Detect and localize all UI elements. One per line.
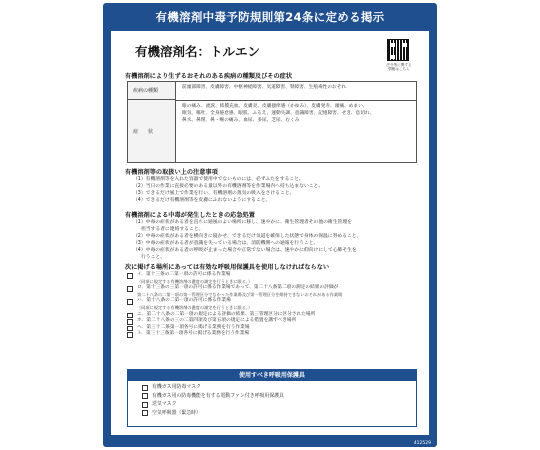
list-item: （4）できるだけ有機溶剤等を皮膚にふれないようにすること。 [133,198,271,203]
checklist-item: ト．第三十三条第一項各号に掲げる業務を行う作業場 [127,331,417,338]
solvent-name: 有機溶剤名：トルエン [135,44,261,59]
checklist-item: ヘ．第三十二条第一項各号に掲げる業務を行う作業場 [127,325,417,332]
respirator-heading: 使用すべき呼吸用保護具 [128,370,416,381]
checkbox[interactable] [142,410,148,416]
checklist-item: ロ．第十三条の三第一項の許可に係る作業場であって、第二十八条第二項の測定の結果の評価が 第二十八条の二第一項の第一管理区分でなかった作業場及び第一管理区分を維持できないおそれがある作業場 [127,285,417,298]
qr-caption: 法令等に関する 情報はこちら [386,63,412,72]
list-item: （3）中毒の症状がある者が意識を失っている場合は、消防機関への通報を行うこと。 [133,241,319,246]
notice-sign [103,3,437,447]
respirator-box [127,369,417,427]
checkbox[interactable] [142,385,148,391]
symptoms-label: 症 状 [128,100,176,162]
checklist-item: イ．第十三条の二第一項の許可に係る作業場 （同項に規定する有機溶剤の濃度の測定を行うときに限る。） [127,272,417,285]
places-checklist [127,272,417,338]
serial-number: 412529 [413,441,431,446]
list-item: （1）中毒の症状がある者を直ちに通風のよい場所に移し、速やかに、衛生管理者その他の衛生管理を [133,220,352,225]
diseases-table [127,81,417,163]
checkbox[interactable] [142,393,148,399]
handling-heading: 有機溶剤等の取扱い上の注意事項 [125,169,218,176]
checklist-item: ニ．第二十八条の二第一項の規定による評価の結果、第三管理区分に区分された場所 [127,312,417,319]
checklist-item: ホ．第二十八条の三の二第四項及び第五項の規定による措置を講ずべき場所 [127,318,417,325]
symptoms-value: 眼の痛み、流涙、結膜充血、皮膚炎、皮膚掻痒感（かゆみ）、皮膚発赤、頭痛、めまい、 眠気、嘔吐、全身倦怠感、眼肌、ふるえ、運動失調、意識障害、記憶障害、せき、息切れ、 鼻水、鼻閉、鼻・喉の痛み、血尿、多尿、乏尿、むくみ [182,104,375,123]
list-item: （3）できるだけ風上で作業を行い、有機溶剤の蒸気の吸入をさけること。 [133,191,295,196]
respirator-checklist [142,383,284,417]
checklist-item: 有機ガス用防毒マスク [142,383,284,392]
emergency-list [133,219,361,261]
list-item: （2）中毒の症状がある者を横向きに寝かせ、できるだけ気道を確保した状態で身体の保温に努めること。 [133,234,362,239]
checkbox[interactable] [142,402,148,408]
checklist-item: 空気呼吸器（緊急時） [142,409,284,418]
diseases-heading: 有機溶剤により生ずるおそれのある疾病の種類及びその症状 [125,73,293,80]
checkbox[interactable] [127,332,133,338]
checklist-item: 有機ガス用の防毒機能を有する電動ファン付き呼吸用保護具 [142,392,284,401]
places-heading: 次に掲げる場所にあっては有効な呼吸用保護具を使用しなければならない [125,264,330,271]
handling-list [133,176,323,204]
table-divider [176,100,416,101]
emergency-heading: 有機溶剤による中毒が発生したときの応急処置 [125,212,255,219]
sign-panel [111,31,429,435]
sign-title: 有機溶剤中毒予防規則第24条に定める掲示 [155,10,385,24]
disease-type-value: 前頭部障害、皮膚障害、中枢神経障害、気道障害、腎障害、生殖毒性のおそれ [182,85,347,90]
list-item: 担当する者に連絡すること。 [141,227,204,232]
checklist-item: 送気マスク [142,400,284,409]
qr-code-icon[interactable] [387,39,409,61]
checklist-item: ハ．第十八条の二第一項の許可に係る作業場 （同項に規定する有機溶剤の濃度の測定を行うときに限る。） [127,298,417,311]
list-item: 行うこと。 [141,255,165,260]
list-item: （2）当日の作業に直接必要のある量以外の有機溶剤等を作業場内へ持ち込まないこと。 [133,184,324,189]
checkbox[interactable] [127,286,133,292]
list-item: （4）中毒の症状がある者の呼吸が止まった場合や正常でない場合は、速やかに仰向けにして心肺そ生を [133,248,357,253]
disease-type-label: 疾病の種類 [128,82,176,100]
checkbox[interactable] [127,273,133,279]
checkbox[interactable] [127,299,133,305]
list-item: （1）有機溶剤等を入れた容器で使用中でないものには、必ずふたをすること。 [133,177,304,182]
